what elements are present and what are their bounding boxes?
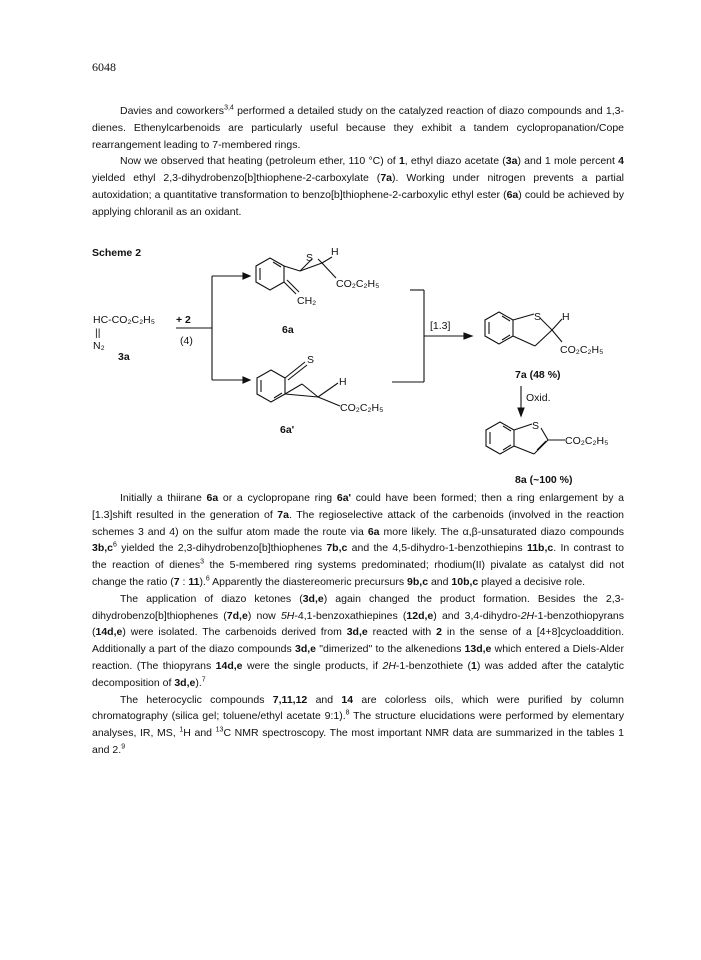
product-8a-sulfur: S [532,420,540,432]
product-8a-ester: CO₂C₂H₅ [565,435,609,447]
product-8a-label: 8a (~100 %) [515,474,573,486]
reagent-formula: HC-CO₂C₂H₅ [93,314,155,326]
exo-ch2-double [287,280,299,292]
double-8a-3 [503,426,511,431]
branch-bottom-arrowhead [243,377,250,383]
product-7a-structure [485,312,562,346]
int-6a-prime-sulfur: S [307,354,315,366]
reagent-double-bond: || [95,327,101,339]
oxid-arrowhead [518,408,524,416]
paragraph-2: Now we observed that heating (petroleum ether, 110 °C) of 1, ethyl diazo acetate (3a) and 1 mole percent 4 yielded ethyl 2,3-dihydrobenzo[b]thiophene-2-carboxylate (7a). Working under nitrogen prevents a partial autoxidation; a quantitative transformation to benzo[b]thiophene-2-carboxylic ethyl ester (6a) could be achieved by applying chloranil as an oxidant. [92,155,625,218]
bond-to-h-6a-prime [318,383,338,397]
int-6a-prime-label: 6a' [280,424,295,436]
double-c2-c3-8a [537,441,546,450]
paragraph-5: The heterocyclic compounds 7,11,12 and 14 are colorless oils, which were purified by column chromatography (silica gel; toluene/ethyl acetate 9:1).$^8$ The structure elucidations were performed by elementary analyses, IR, MS, $^1$H and $^{13}$C NMR spectroscopy. The most important NMR data are summarized in the tables 1 and 2.$^9$ [92,693,624,756]
reagent-n2: N₂ [93,340,105,352]
intermediate-6a-structure [256,257,336,294]
double-8a-2 [503,445,511,450]
double-bond-6a-prime-2 [274,393,282,398]
bond-c3-c2-7a [535,330,552,346]
product-8a-structure [486,422,565,454]
oxid-label: Oxid. [526,392,551,404]
int-6a-label: 6a [282,324,294,336]
product-7a-label: 7a (48 %) [515,369,561,381]
cyclopropane-bond-2 [285,394,318,397]
thioketone-bond [285,362,305,378]
double-7a-3 [502,316,510,321]
int-6a-ch2: CH₂ [297,295,317,307]
exo-ch2-bond [284,282,296,294]
paragraph-discussion [92,490,624,759]
product-7a-hydrogen: H [562,311,570,323]
page-number: 6048 [92,60,116,74]
reagent-label: 3a [118,351,130,363]
catalyst-label: (4) [180,335,193,347]
double-bond-6a-2 [273,262,281,267]
intermediate-6a-prime-structure [257,362,340,406]
bond-c3-8a [514,446,534,454]
bond-to-ester-6a [322,263,336,278]
bond-c2-c3-8a [534,440,548,454]
int-6a-prime-hydrogen: H [339,376,347,388]
bond-s-c2-8a [541,428,548,440]
bond-to-ester-6a-prime [318,397,340,406]
int-6a-ester: CO₂C₂H₅ [336,278,380,290]
thiirane-bond-3 [318,259,322,263]
bond-s-c2-7a [540,318,552,330]
product-7a-ester: CO₂C₂H₅ [560,344,604,356]
cyclopropane-bond-3 [302,384,318,397]
shift-arrowhead [464,333,472,339]
product-7a-sulfur: S [534,311,542,323]
bond-ester-7a [552,330,562,342]
double-7a-2 [502,335,510,340]
shift-label: [1.3] [430,320,451,332]
cyclopropane-bond-1 [285,384,302,394]
paragraph-3: Initially a thiirane 6a or a cyclopropane ring 6a' could have been formed; then a ring enlargement by a [1.3]shift resulted in the generation of 7a. The regioselective attack of the carbenoids (involved in the reaction schemes 3 and 4) on the sulfur atom made the route via 6a more likely. The α,β-unsaturated diazo compounds $3b,c^6$ yielded the 2,3-dihydrobenzo[b]thiophenes 7b,c and the 4,5-dihydro-1-benzothiepins 11b,c. In contrast to the reaction of dienes$^3$ the 5-membered ring systems predominated; rhodium(II) pivalate as catalyst did not change the ratio (7 : 11).$^6$ Apparently the diastereomeric precursurs 9b,c and 10b,c played a decisive role. [92,492,625,588]
scheme-title: Scheme 2 [92,247,142,259]
reagent-plus: + 2 [176,314,191,326]
paragraph-1: Davies and coworkers$^{3,4}$ performed a detailed study on the catalyzed reaction of diazo compounds and 1,3-dienes. Ethenylcarbenoids are particularly useful because they exhibit a tandem cyclopropanation/Cope rearrangement leading to 7-membered rings. [92,104,624,151]
bond-h-7a [552,319,562,330]
paragraph-4: The application of diazo ketones (3d,e) again changed the product formation. Besides the 2,3-dihydrobenzo[b]thiophenes (7d,e) now 5H-4,1-benzoxathiepines (12d,e) and 3,4-dihydro-2H-1-benzothiopyrans (14d,e) were isolated. The carbenoids derived from 3d,e reacted with 2 in the sense of a [4+8]cycloaddition. Additionally a part of the diazo compounds 3d,e "dimerized" to the alkenedions 13d,e which entered a Diels-Alder reaction. (The thiopyrans 14d,e were the single products, if 2H-1-benzothiete (1) was added after the catalytic decomposition of 3d,e).$^7$ [92,592,625,689]
int-6a-prime-ester: CO₂C₂H₅ [340,402,384,414]
spiro-bond-6a [284,266,300,271]
thioketone-double [288,365,307,380]
branch-top-arrowhead [243,273,250,279]
bond-s-8a [514,424,532,430]
int-6a-hydrogen: H [331,246,339,258]
bond-s-7a [513,314,534,320]
bond-c3-7a [513,336,535,346]
int-6a-sulfur: S [306,252,314,264]
